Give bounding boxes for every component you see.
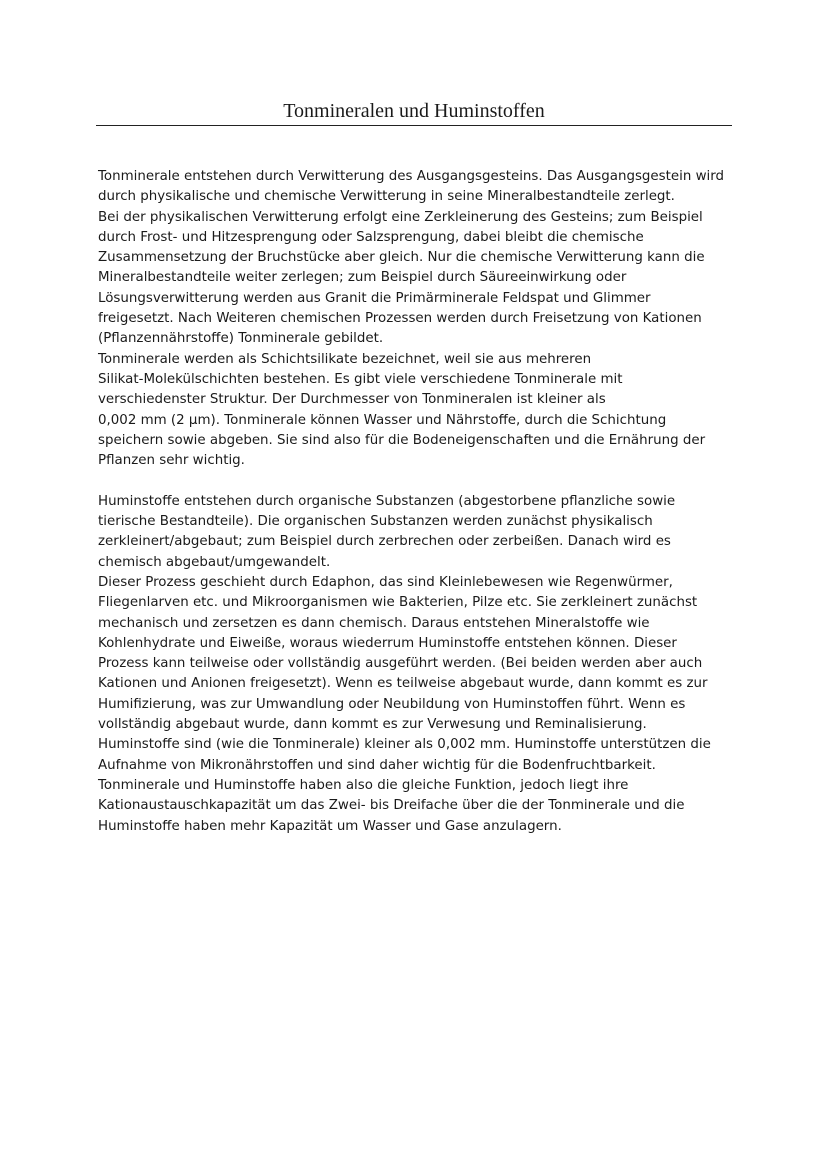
text-line: Zusammensetzung der Bruchstücke aber gleich. Nur die chemische Verwitterung kann die xyxy=(98,250,705,266)
text-line: Kationen und Anionen freigesetzt). Wenn es teilweise abgebaut wurde, dann kommt es zur xyxy=(98,676,708,692)
text-line: mechanisch und zersetzen es dann chemisch. Daraus entstehen Mineralstoffe wie xyxy=(98,615,650,631)
text-line: Huminstoffe haben mehr Kapazität um Wasser und Gase anzulagern. xyxy=(98,818,562,834)
text-line: Lösungsverwitterung werden aus Granit die Primärminerale Feldspat und Glimmer xyxy=(98,290,651,306)
text-line: durch physikalische und chemische Verwitterung in seine Mineralbestandteile zerlegt. xyxy=(98,189,675,205)
text-line: Kationaustauschkapazität um das Zwei- bis Dreifache über die der Tonminerale und die xyxy=(98,798,685,814)
paragraph-tonminerale xyxy=(98,167,738,471)
text-line: Huminstoffe sind (wie die Tonminerale) kleiner als 0,002 mm. Huminstoffe unterstützen die xyxy=(98,737,711,753)
text-line: chemisch abgebaut/umgewandelt. xyxy=(98,554,331,570)
text-line: (Pflanzennährstoffe) Tonminerale gebildet. xyxy=(98,331,384,347)
text-line: verschiedenster Struktur. Der Durchmesser von Tonmineralen ist kleiner als xyxy=(98,392,606,408)
text-line: Tonminerale werden als Schichtsilikate bezeichnet, weil sie aus mehreren xyxy=(98,351,592,367)
text-line: Huminstoffe entstehen durch organische Substanzen (abgestorbene pflanzliche sowie xyxy=(98,493,676,509)
text-line: durch Frost- und Hitzesprengung oder Salzsprengung, dabei bleibt die chemische xyxy=(98,229,644,245)
text-line: tierische Bestandteile). Die organischen Substanzen werden zunächst physikalisch xyxy=(98,514,653,530)
text-line: Fliegenlarven etc. und Mikroorganismen wie Bakterien, Pilze etc. Sie zerkleinert zunächst xyxy=(98,595,698,611)
document-title: Tonmineralen und Huminstoffen xyxy=(283,100,545,122)
text-line: Aufnahme von Mikronährstoffen und sind daher wichtig für die Bodenfruchtbarkeit. xyxy=(98,757,656,773)
text-line: Tonminerale und Huminstoffe haben also die gleiche Funktion, jedoch liegt ihre xyxy=(98,777,629,793)
document-body xyxy=(98,167,738,837)
text-line: vollständig abgebaut wurde, dann kommt es zur Verwesung und Reminalisierung. xyxy=(98,717,647,733)
text-line: Dieser Prozess geschieht durch Edaphon, das sind Kleinlebewesen wie Regenwürmer, xyxy=(98,574,673,590)
text-line: Prozess kann teilweise oder vollständig ausgeführt werden. (Bei beiden werden aber auch xyxy=(98,656,703,672)
text-line: Kohlenhydrate und Eiweiße, woraus wiederrum Huminstoffe entstehen können. Dieser xyxy=(98,635,677,651)
text-line: zerkleinert/abgebaut; zum Beispiel durch zerbrechen oder zerbeißen. Danach wird es xyxy=(98,534,671,550)
paragraph-huminstoffe xyxy=(98,492,738,837)
text-line: Humifizierung, was zur Umwandlung oder Neubildung von Huminstoffen führt. Wenn es xyxy=(98,696,686,712)
text-line: Tonminerale entstehen durch Verwitterung des Ausgangsgesteins. Das Ausgangsgestein wird xyxy=(98,169,725,184)
text-line: speichern sowie abgeben. Sie sind also für die Bodeneigenschaften und die Ernährung der xyxy=(98,432,706,448)
paragraph-spacer xyxy=(98,471,738,491)
text-line: 0,002 mm (2 µm). Tonminerale können Wasser und Nährstoffe, durch die Schichtung xyxy=(98,412,667,428)
text-line: freigesetzt. Nach Weiteren chemischen Prozessen werden durch Freisetzung von Kationen xyxy=(98,311,702,327)
text-line: Bei der physikalischen Verwitterung erfolgt eine Zerkleinerung des Gesteins; zum Beispiel xyxy=(98,209,703,225)
title-underline xyxy=(96,125,732,126)
text-line: Pflanzen sehr wichtig. xyxy=(98,453,245,469)
text-line: Silikat-Molekülschichten bestehen. Es gibt viele verschiedene Tonminerale mit xyxy=(98,371,623,387)
text-line: Mineralbestandteile weiter zerlegen; zum Beispiel durch Säureeinwirkung oder xyxy=(98,270,627,286)
